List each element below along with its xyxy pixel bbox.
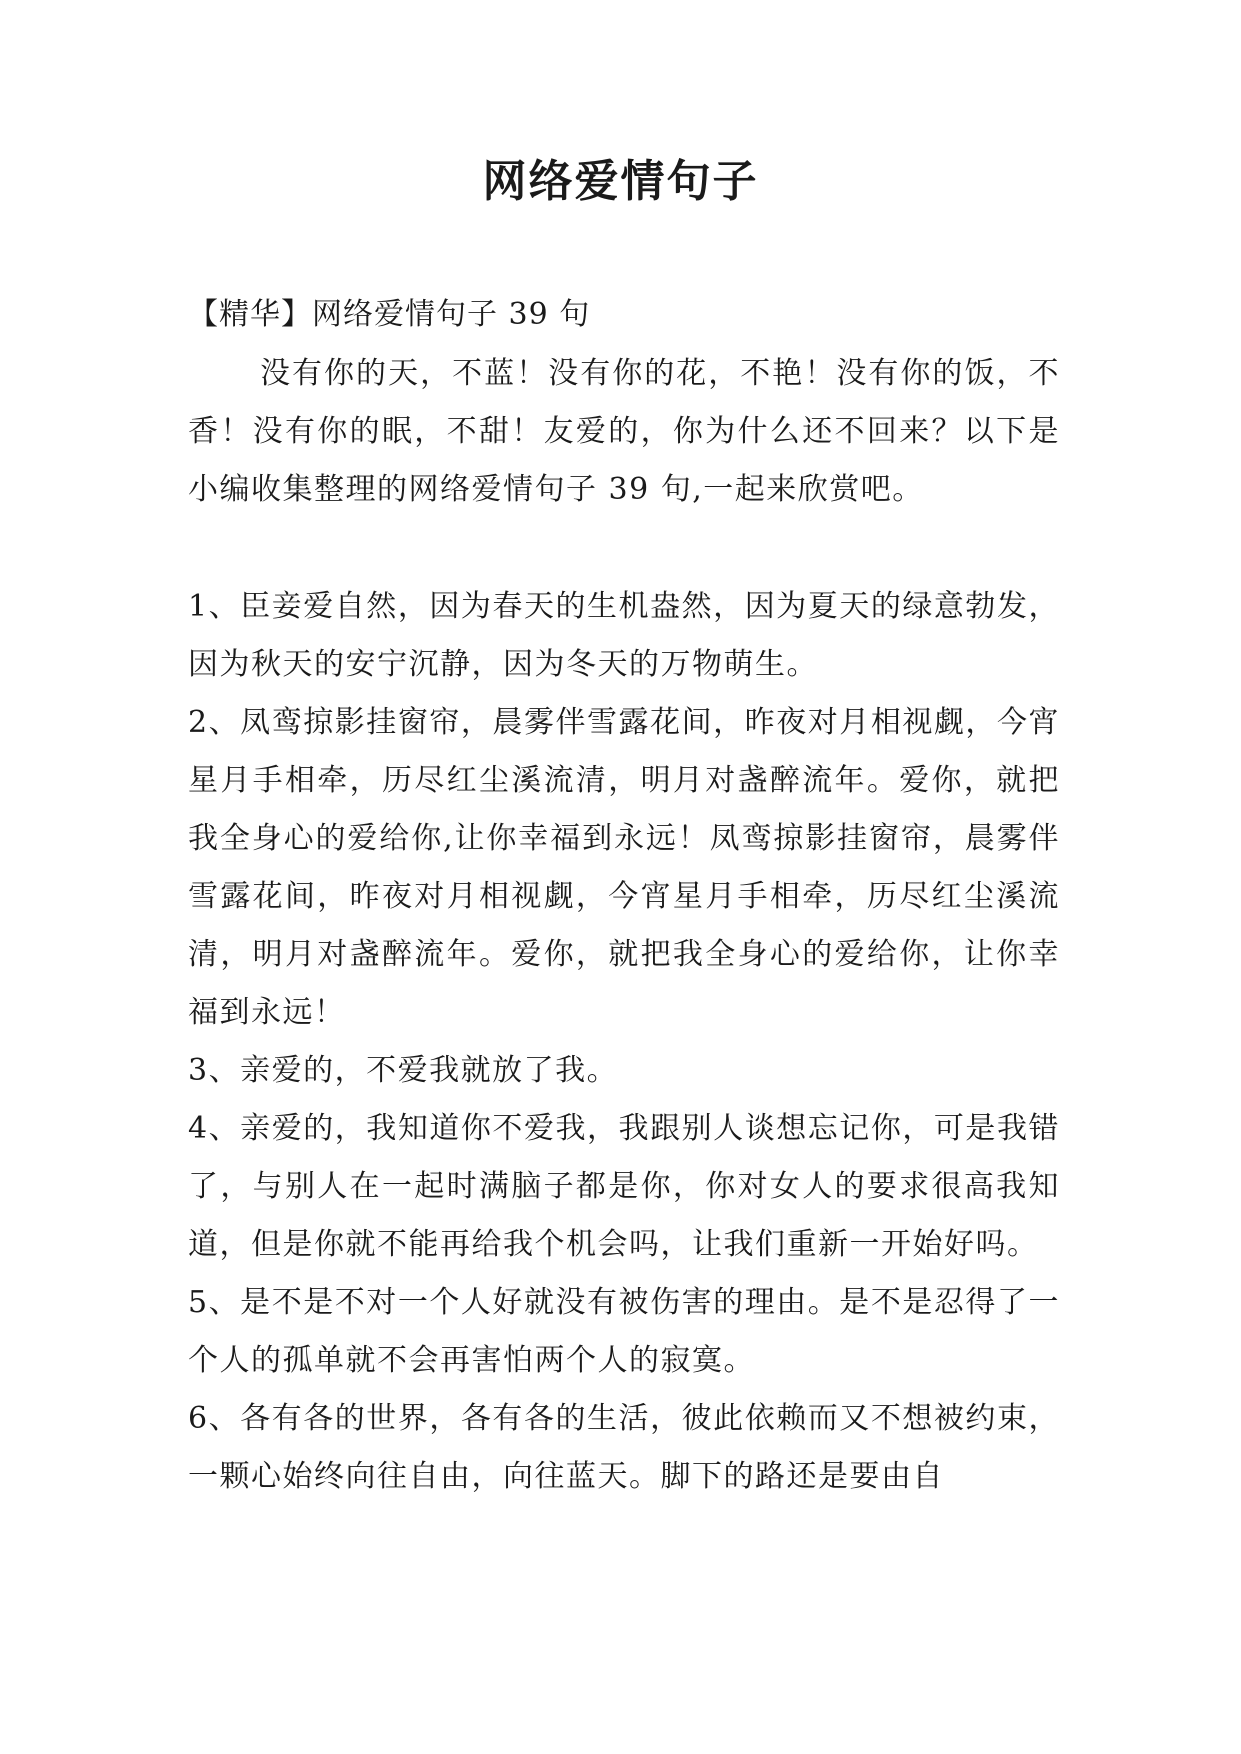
entry-list xyxy=(188,578,1060,1506)
list-item: 1、臣妾爱自然，因为春天的生机盎然，因为夏天的绿意勃发，因为秋天的安宁沉静，因为冬天的万物萌生。 xyxy=(188,589,1060,682)
list-item: 6、各有各的世界，各有各的生活，彼此依赖而又不想被约束，一颗心始终向往自由，向往蓝天。脚下的路还是要由自 xyxy=(188,1401,1060,1494)
list-item: 3、亲爱的，不爱我就放了我。 xyxy=(188,1053,619,1088)
document-title: 网络爱情句子 xyxy=(482,156,759,207)
document-heading: 【精华】网络爱情句子 39 句 xyxy=(188,297,591,332)
list-item: 5、是不是不对一个人好就没有被伤害的理由。是不是忍得了一个人的孤单就不会再害怕两个人的寂寞。 xyxy=(188,1285,1060,1378)
list-item: 2、凤鸾掠影挂窗帘，晨雾伴雪露花间，昨夜对月相视觑，今宵星月手相牵，历尽红尘溪流清，明月对盏醉流年。爱你，就把我全身心的爱给你,让你幸福到永远！凤鸾掠影挂窗帘，晨雾伴雪露花间，昨夜对月相视觑，今宵星月手相牵，历尽红尘溪流清，明月对盏醉流年。爱你，就把我全身心的爱给你，让你幸福到永远！ xyxy=(188,705,1060,1030)
list-item: 4、亲爱的，我知道你不爱我，我跟别人谈想忘记你，可是我错了，与别人在一起时满脑子都是你，你对女人的要求很高我知道，但是你就不能再给我个机会吗，让我们重新一开始好吗。 xyxy=(188,1111,1060,1262)
intro-paragraph: 没有你的天，不蓝！没有你的花，不艳！没有你的饭，不香！没有你的眠，不甜！友爱的，你为什么还不回来？以下是小编收集整理的网络爱情句子 39 句,一起来欣赏吧。 xyxy=(188,356,1060,507)
